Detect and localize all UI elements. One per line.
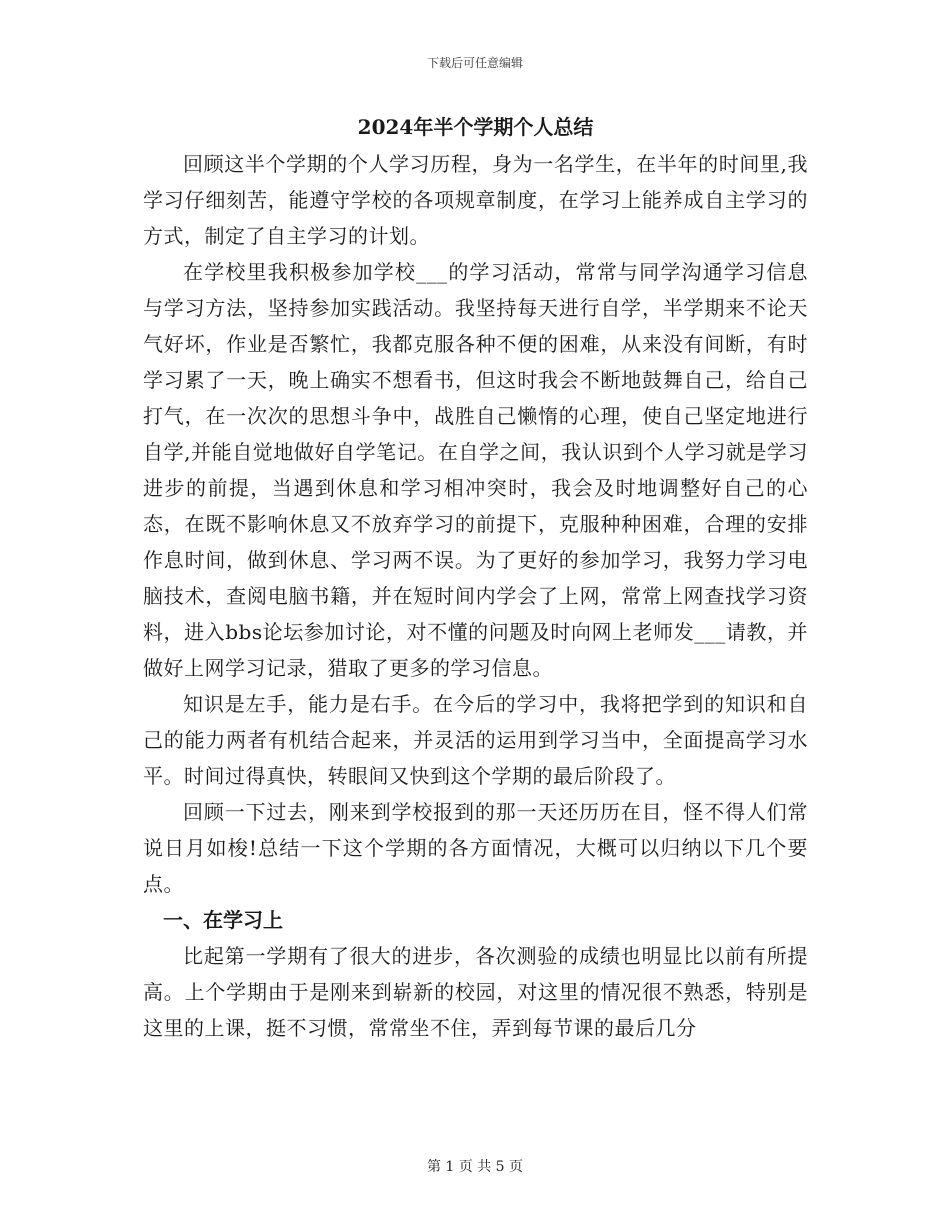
section-paragraph: 比起第一学期有了很大的进步，各次测验的成绩也明显比以前有所提高。上个学期由于是刚来到崭新的校园，对这里的情况很不熟悉，特别是这里的上课，挺不习惯，常常坐不住，弄到每节课的最后几分 [143,944,808,1040]
paragraph-3: 知识是左手，能力是右手。在今后的学习中，我将把学到的知识和自己的能力两者有机结合起来，并灵活的运用到学习当中，全面提高学习水平。时间过得真快，转眼间又快到这个学期的最后阶段了。 [143,692,808,788]
paragraph-2: 在学校里我积极参加学校___的学习活动，常常与同学沟通学习信息与学习方法，坚持参加实践活动。我坚持每天进行自学，半学期来不论天气好坏，作业是否繁忙，我都克服各种不便的困难，从来没有间断，有时学习累了一天，晚上确实不想看书，但这时我会不断地鼓舞自己，给自己打气，在一次次的思想斗争中，战胜自己懒惰的心理，使自己坚定地进行自学,并能自觉地做好自学笔记。在自学之间，我认识到个人学习就是学习进步的前提，当遇到休息和学习相冲突时，我会及时地调整好自己的心态，在既不影响休息又不放弃学习的前提下，克服种种困难，合理的安排作息时间，做到休息、学习两不误。为了更好的参加学习，我努力学习电脑技术，查阅电脑书籍，并在短时间内学会了上网，常常上网查找学习资料，进入bbs论坛参加讨论，对不懂的问题及时向网上老师发___请教，并做好上网学习记录，猎取了更多的学习信息。 [143,260,808,680]
paragraph-4: 回顾一下过去，刚来到学校报到的那一天还历历在目，怪不得人们常说日月如梭!总结一下这个学期的各方面情况，大概可以归纳以下几个要点。 [143,800,808,896]
document-body [143,108,808,1046]
paragraph-1: 回顾这半个学期的个人学习历程，身为一名学生，在半年的时间里,我学习仔细刻苦，能遵守学校的各项规章制度，在学习上能养成自主学习的方式，制定了自主学习的计划。 [143,152,808,248]
header-note: 下载后可任意编辑 [426,56,523,70]
document-title: 2024年半个学期个人总结 [357,115,594,139]
section-heading-study: 一、在学习上 [163,908,283,932]
page-number: 第 1 页 共 5 页 [426,1159,524,1175]
